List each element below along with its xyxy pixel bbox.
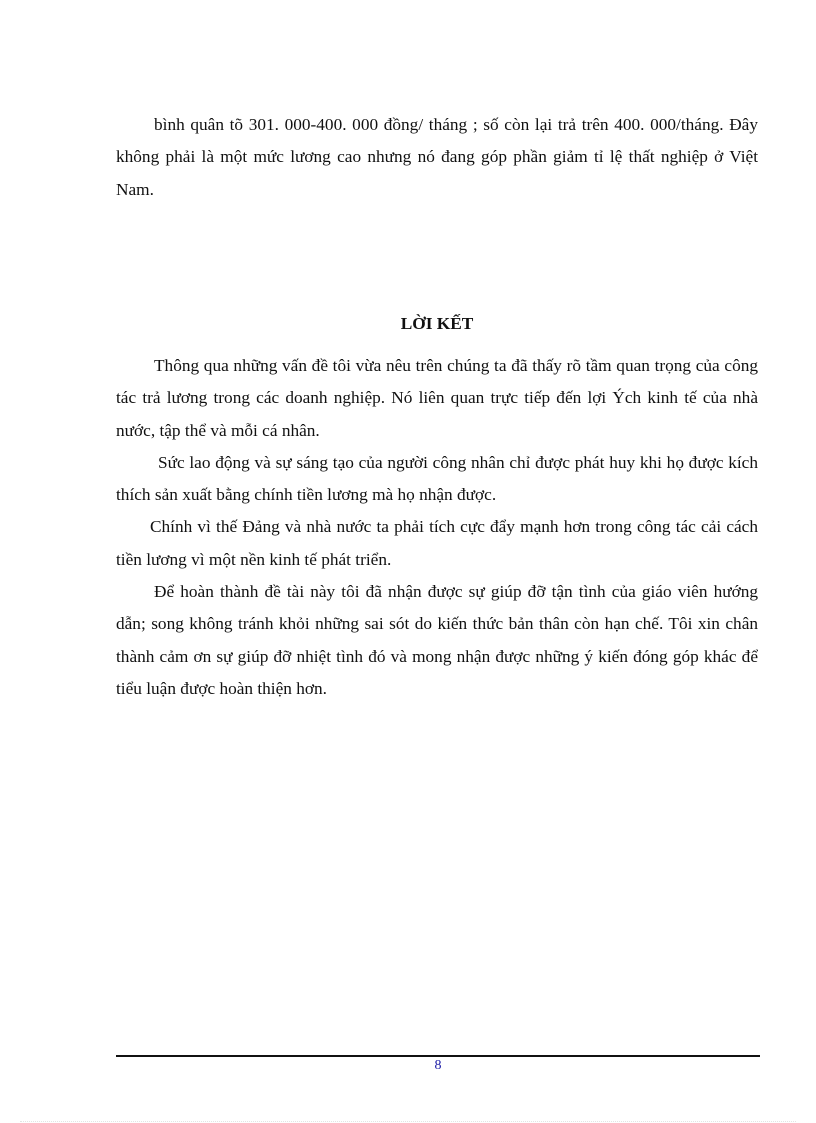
conclusion-text-block [116,350,758,705]
intro-text-block [116,109,758,206]
conclusion-paragraph-3: Chính vì thế Đảng và nhà nước ta phải tích cực đẩy mạnh hơn trong công tác cải cách tiền lương vì một nền kinh tế phát triển. [116,517,758,569]
conclusion-paragraph-1: Thông qua những vấn đề tôi vừa nêu trên chúng ta đã thấy rõ tầm quan trọng của công tác trả lương trong các doanh nghiệp. Nó liên quan trực tiếp đến lợi Ých kinh tế của nhà nước, tập thể và mỗi cá nhân. [116,356,758,440]
section-heading: LỜI KẾT [400,314,474,333]
conclusion-paragraph-4: Để hoàn thành đề tài này tôi đã nhận được sự giúp đỡ tận tình của giáo viên hướng dẫn; song không tránh khỏi những sai sót do kiến thức bản thân còn hạn chế. Tôi xin chân thành cảm ơn sự giúp đỡ nhiệt tình đó và mong nhận được những ý kiến đóng góp khác để tiểu luận được hoàn thiện hơn. [116,582,758,698]
page-number: 8 [434,1058,442,1073]
intro-paragraph: bình quân tõ 301. 000-400. 000 đồng/ tháng ; số còn lại trả trên 400. 000/tháng. Đây không phải là một mức lương cao nhưng nó đang góp phần giảm tỉ lệ thất nghiệp ở Việt Nam. [116,115,758,199]
conclusion-paragraph-2: Sức lao động và sự sáng tạo của người công nhân chỉ được phát huy khi họ được kích thích sản xuất bằng chính tiền lương mà họ nhận được. [116,452,758,505]
page-bottom-edge [20,1121,796,1122]
